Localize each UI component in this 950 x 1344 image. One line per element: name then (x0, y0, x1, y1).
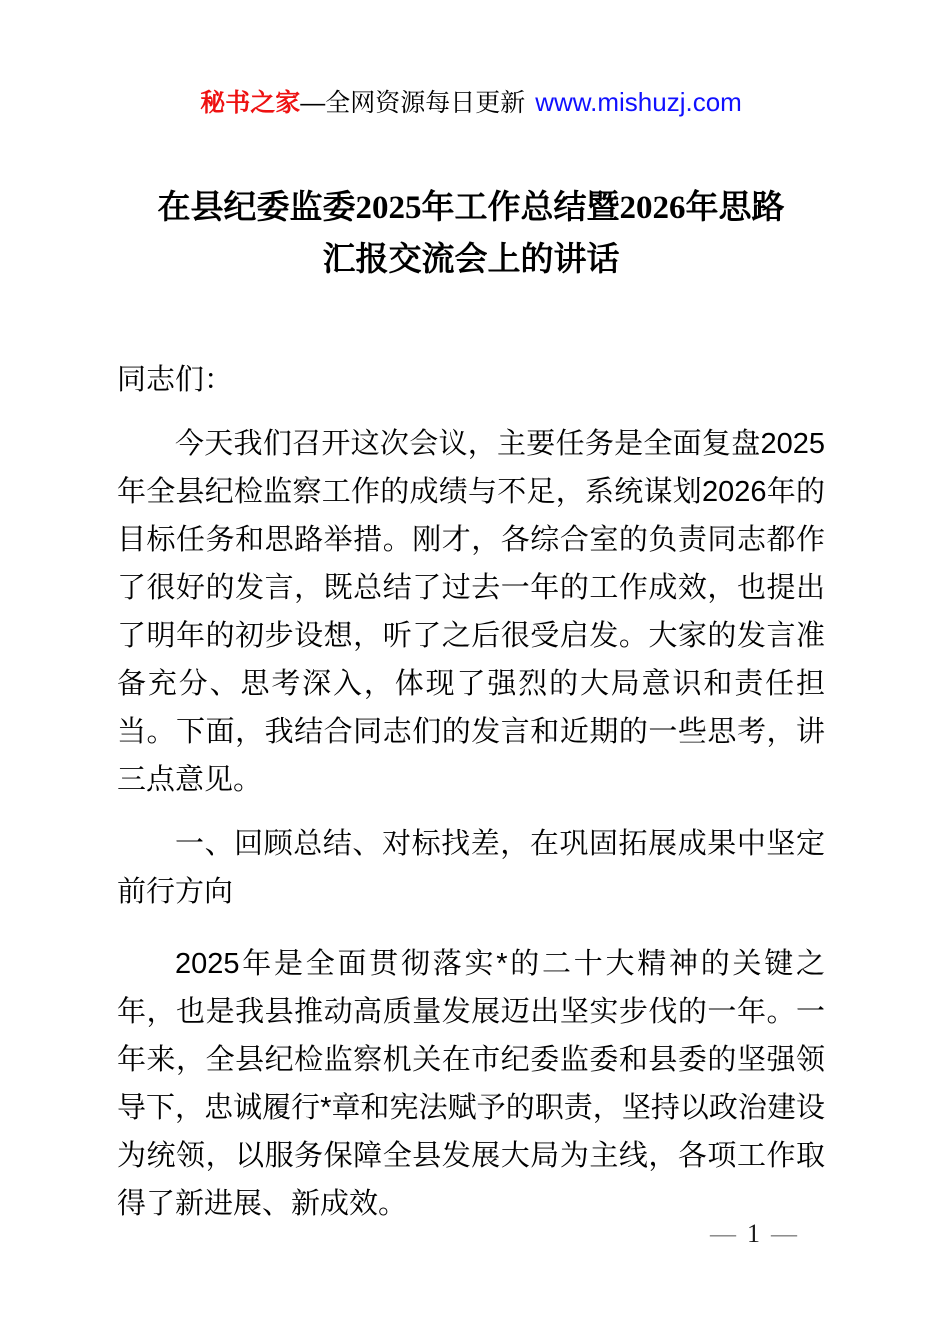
document-title (117, 182, 825, 286)
site-header (117, 88, 825, 118)
site-brand: 秘书之家 (200, 90, 301, 117)
page-number-value: 1 (747, 1219, 760, 1248)
document-title-line-2: 汇报交流会上的讲话 (322, 242, 620, 278)
document-title-line-1: 在县纪委监委2025年工作总结暨2026年思路 (157, 190, 785, 226)
page-number-dash-left: — (710, 1219, 736, 1248)
page-number-dash-right: — (771, 1219, 797, 1248)
paragraph-review: 2025年是全面贯彻落实*的二十大精神的关键之年，也是我县推动高质量发展迈出坚实步伐的一年。一年来，全县纪检监察机关在市纪委监委和县委的坚强领导下，忠诚履行*章和宪法赋予的职责，坚持以政治建设为统领，以服务保障全县发展大局为主线，各项工作取得了新进展、新成效。 (117, 948, 825, 1220)
site-url-link[interactable]: www.mishuzj.com (535, 87, 742, 117)
salutation: 同志们： (117, 364, 234, 396)
paragraph-intro: 今天我们召开这次会议，主要任务是全面复盘2025年全县纪检监察工作的成绩与不足，系统谋划2026年的目标任务和思路举措。刚才，各综合室的负责同志都作了很好的发言，既总结了过去一年的工作成效，也提出了明年的初步设想，听了之后很受启发。大家的发言准备充分、思考深入，体现了强烈的大局意识和责任担当。下面，我结合同志们的发言和近期的一些思考，讲三点意见。 (117, 428, 825, 796)
page-number (710, 1220, 797, 1248)
site-tagline: —全网资源每日更新 (300, 89, 526, 117)
section-heading-1: 一、回顾总结、对标找差，在巩固拓展成果中坚定前行方向 (117, 828, 825, 908)
